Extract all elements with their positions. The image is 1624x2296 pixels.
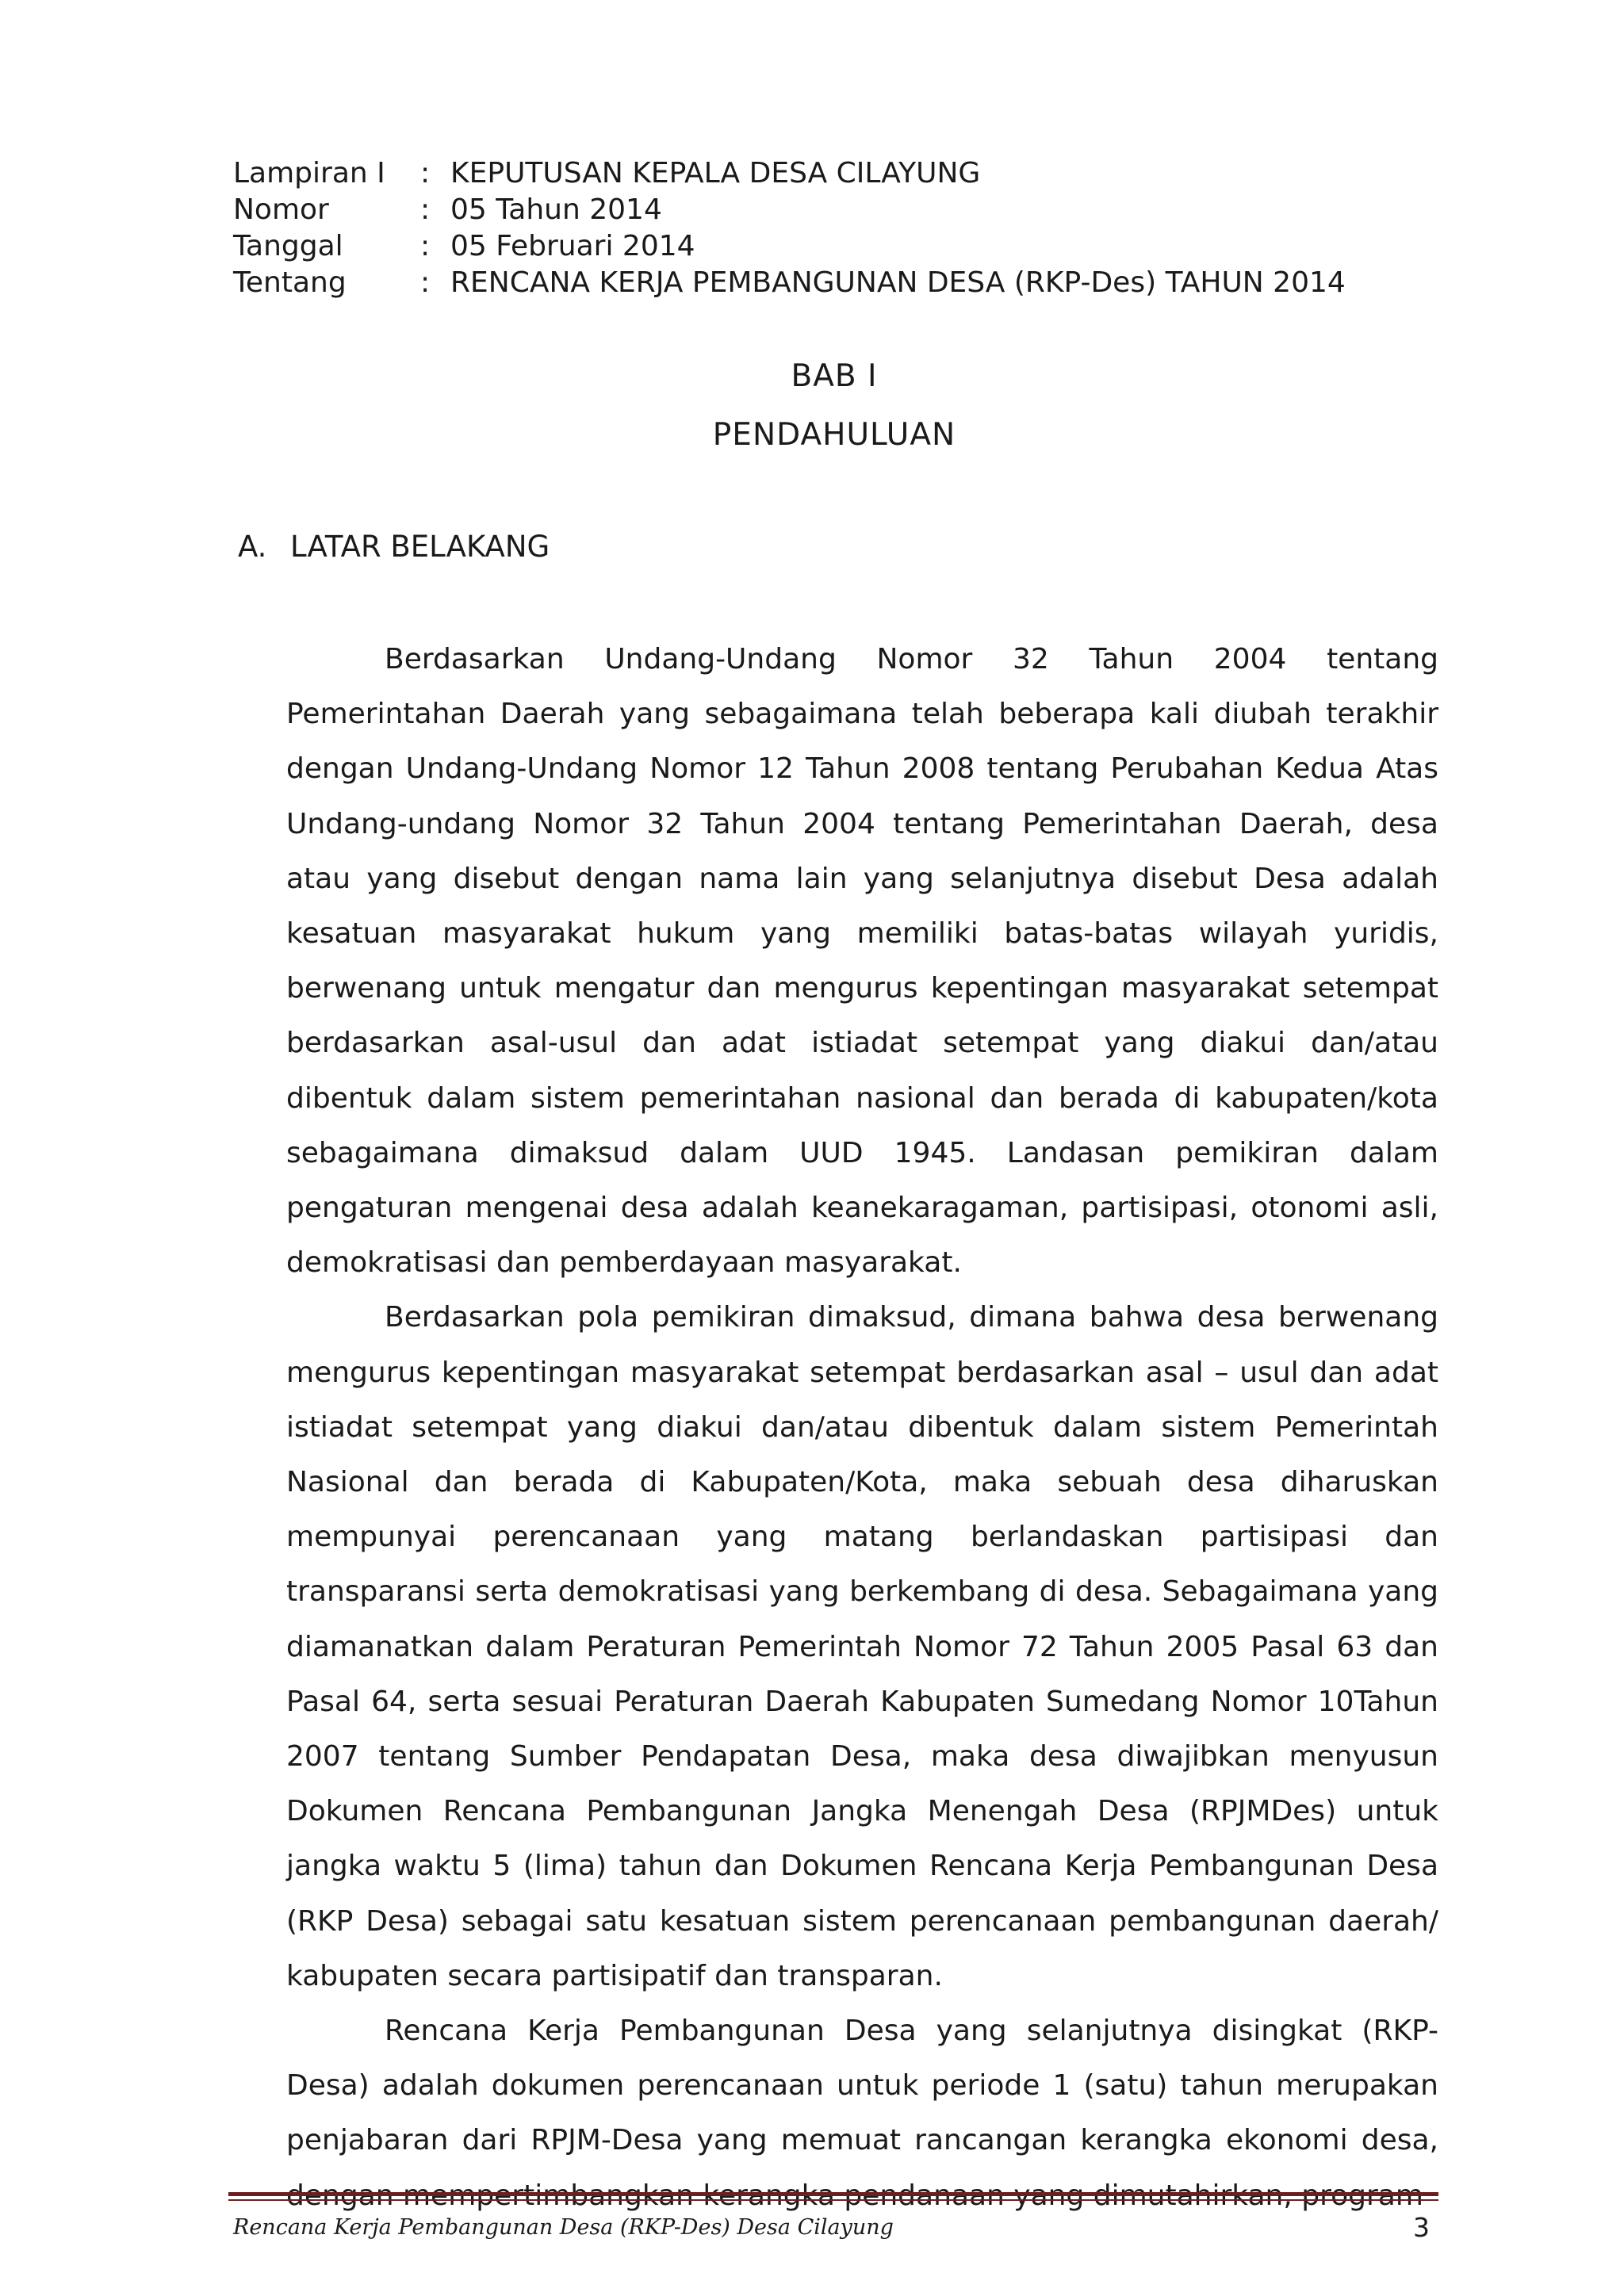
header-colon: :	[420, 157, 431, 189]
footer-divider	[228, 2192, 1438, 2196]
chapter-title: PENDAHULUAN	[712, 417, 956, 453]
header-label: Lampiran I	[233, 157, 385, 189]
header-colon: :	[420, 193, 431, 226]
paragraph: Rencana Kerja Pembangunan Desa yang selanjutnya disingkat (RKP-Desa) adalah dokumen perencanaan untuk periode 1 (satu) tahun merupakan penjabaran dari RPJM-Desa yang memuat rancangan kerangka ekonomi desa,	[286, 2015, 1438, 2157]
section-title: LATAR BELAKANG	[290, 530, 550, 564]
header-label: Tentang	[233, 266, 347, 299]
header-value: RENCANA KERJA PEMBANGUNAN DESA (RKP-Des) TAHUN 2014	[450, 266, 1346, 299]
decree-header	[233, 155, 1346, 301]
header-colon: :	[420, 266, 431, 299]
header-value: 05 Tahun 2014	[450, 193, 662, 226]
header-colon: :	[420, 230, 431, 262]
footer-title: Rencana Kerja Pembangunan Desa (RKP-Des) Desa Cilayung	[233, 2215, 894, 2240]
header-value: KEPUTUSAN KEPALA DESA CILAYUNG	[450, 157, 981, 189]
body-text	[286, 632, 1438, 2223]
header-row-nomor	[233, 192, 1346, 228]
paragraph: Berdasarkan Undang-Undang Nomor 32 Tahun 2004 tentang Pemerintahan Daerah yang sebagaimana telah beberapa kali diubah terakhir dengan Undang-Undang Nomor 12 Tahun 2008 tentang Perubahan Kedua Atas Undang-undang Nomor 32 Tahun 2004 tentang Pemerintahan Daerah, desa atau yang disebut dengan nama lain yang selanjutnya disebut Desa adalah kesatuan masyarakat hukum yang memiliki batas-batas wilayah yuridis, berwenang untuk mengatur dan mengurus kepentingan masyarakat setempat berdasarkan asal-usul dan adat istiadat setempat yang diakui dan/atau dibentuk dalam sistem pemerintahan nasional dan berada di kabupaten/kota sebagaimana dimaksud dalam UUD 1945. Landasan pemikiran dalam pengaturan mengenai desa adalah keanekaragaman, partisipasi, otonomi asli, demokratisasi dan pemberdayaan masyarakat.	[286, 643, 1438, 1280]
header-row-tanggal	[233, 228, 1346, 265]
section-letter: A.	[238, 530, 267, 564]
section-heading	[238, 530, 550, 564]
paragraph: Berdasarkan pola pemikiran dimaksud, dimana bahwa desa berwenang mengurus kepentingan masyarakat setempat berdasarkan asal – usul dan adat istiadat setempat yang diakui dan/atau dibentuk dalam sistem Pemerintah Nasional dan berada di Kabupaten/Kota, maka sebuah desa diharuskan mempunyai perencanaan yang matang berlandaskan partisipasi dan transparansi serta demokratisasi yang berkembang di desa. Sebagaimana yang diamanatkan dalam Peraturan Pemerintah Nomor 72 Tahun 2005 Pasal 63 dan Pasal 64, serta sesuai Peraturan Daerah Kabupaten Sumedang Nomor 10Tahun 2007 tentang Sumber Pendapatan Desa, maka desa diwajibkan menyusun Dokumen Rencana Pembangunan Jangka Menengah Desa (RPJMDes) untuk jangka waktu 5 (lima) tahun dan Dokumen Rencana Kerja Pembangunan Desa (RKP Desa) sebagai satu kesatuan sistem perencanaan pembangunan daerah/ kabupaten secara partisipatif dan transparan.	[286, 1301, 1438, 1992]
header-label: Nomor	[233, 193, 329, 226]
header-label: Tanggal	[233, 230, 343, 262]
page-number: 3	[1413, 2212, 1430, 2243]
header-row-lampiran	[233, 155, 1346, 192]
footer-divider-thin	[228, 2199, 1438, 2201]
chapter-number: BAB I	[791, 358, 878, 394]
header-row-tentang	[233, 265, 1346, 301]
header-value: 05 Februari 2014	[450, 230, 695, 262]
